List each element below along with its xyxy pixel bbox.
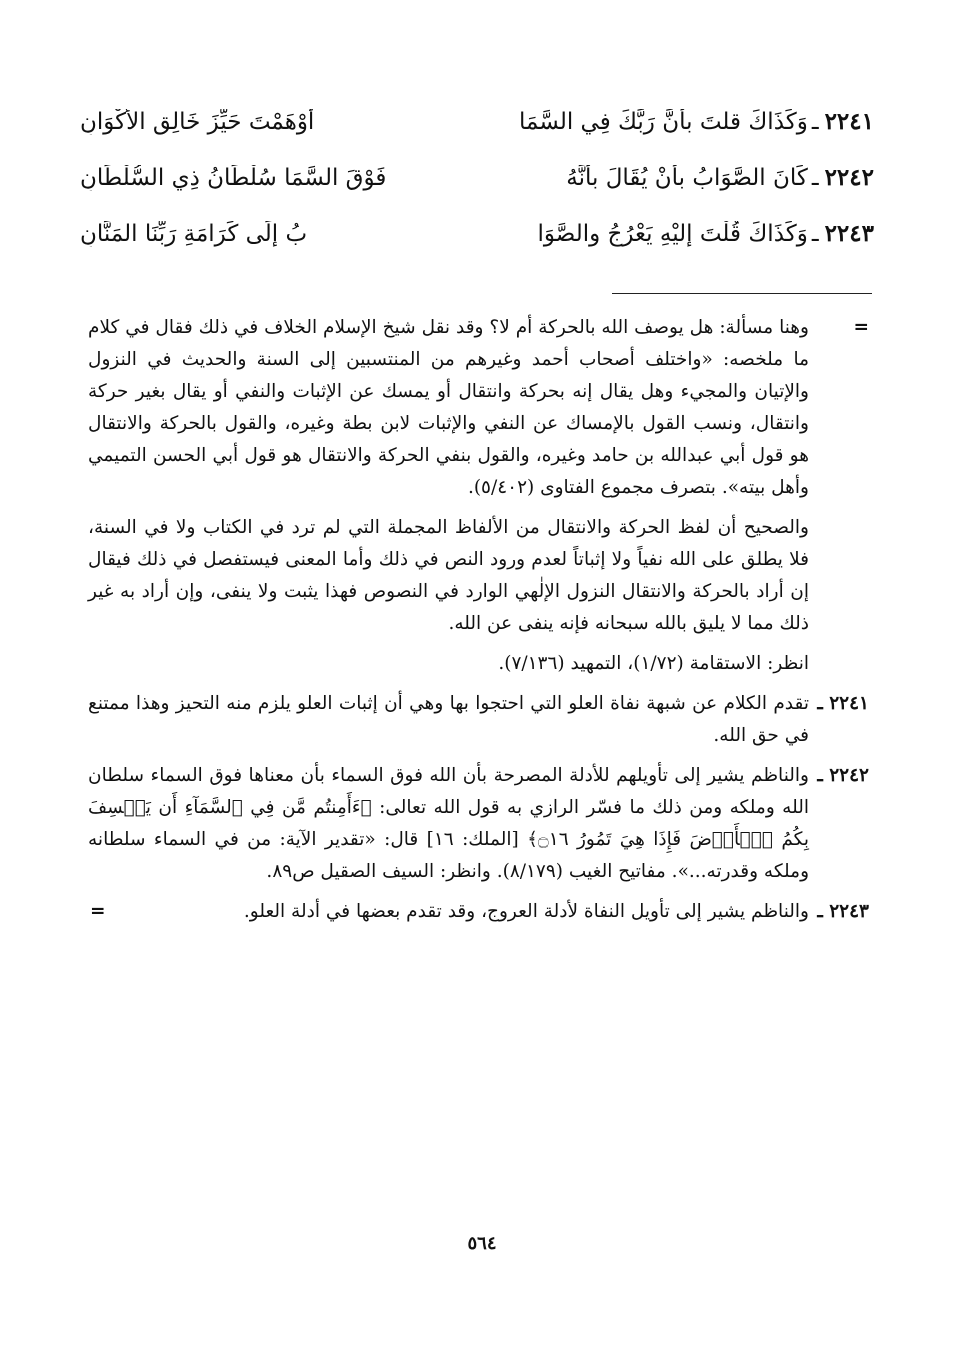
- verse-second-hemistich: فَوْقَ السَّمَا سُلْطَانُ ذِي السُّلْطَانِ: [80, 165, 387, 191]
- footnote-separator: [612, 293, 872, 294]
- verse-line: [80, 108, 874, 164]
- verse-number: ٢٢٤١: [824, 108, 874, 135]
- verse-dash: ـ: [811, 221, 819, 247]
- note-reference: انظر: الاستقامة (١/٧٢)، التمهيد (٧/١٣٦).: [498, 653, 809, 674]
- continued-note: [88, 312, 869, 680]
- footnote-text: والناظم يشير إلى تأويل النفاة لأدلة العروج، وقد تقدم بعضها في أدلة العلو.: [243, 901, 809, 922]
- page-number: ٥٦٤: [467, 1233, 497, 1254]
- verse-first-hemistich: وَكَذَاكَ قلتَ بأنَّ رَبَّكَ فِي السَّمَا: [519, 109, 808, 135]
- verse-block: [80, 108, 874, 276]
- verse-line: [80, 220, 874, 276]
- verse-first-hemistich: كَانَ الصَّوَابُ بأنْ يُقَالَ بأنَّهُ: [566, 165, 808, 191]
- footnote-item: [88, 896, 869, 928]
- footnote-number: ٢٢٤٢ ـ: [817, 765, 869, 786]
- footnote-number: ٢٢٤٣ ـ: [817, 901, 869, 922]
- footnote-text: تقدم الكلام عن شبهة نفاة العلو التي احتجوا بها وهي أن إثبات العلو يلزم منه التحيز وهذا ممتنع في حق الله.: [88, 693, 809, 746]
- verse-dash: ـ: [811, 165, 819, 191]
- footnote-item: [88, 688, 869, 752]
- footnotes: [88, 312, 869, 936]
- verse-first-hemistich: وَكَذَاكَ قُلْتَ إليْهِ يَعْرُجُ والصَّوَا: [537, 221, 808, 247]
- verse-dash: ـ: [811, 109, 819, 135]
- note-paragraph: والصحيح أن لفظ الحركة والانتقال من الألفاظ المجملة التي لم ترد في الكتاب ولا في السنة، فلا يطلق على الله نفياً ولا إثباتاً لعدم ورود النص في ذلك وأما المعنى فيستفصل في ذلك فيقال إن أراد بالحركة والانتقال النزول الإلٰهي الوارد في النصوص فهذا يثبت ولا ينفى، وإن أراد به غير ذلك مما لا يليق بالله سبحانه فإنه ينفى عن الله.: [88, 517, 809, 634]
- verse-second-hemistich: بُ إلَى كَرَامَةِ رَبِّنَا المَنَّانِ: [80, 221, 308, 247]
- verse-line: [80, 164, 874, 220]
- note-paragraph: وهنا مسألة: هل يوصف الله بالحركة أم لا؟ وقد نقل شيخ الإسلام الخلاف في ذلك فقال في كلام ما ملخصه: «واختلف أصحاب أحمد وغيرهم من المنتسبين إلى السنة والحديث في النزول والإتيان والمجيء وهل يقال إنه بحركة وانتقال أو يمسك عن الإثبات والنفي أو يقال بغير حركة وانتقال، ونسب القول بالإمساك عن النفي والإثبات لابن بطة وغيره، والقول بالحركة والانتقال هو قول أبي عبدالله بن حامد وغيره، والقول بنفي الحركة والانتقال هو قول أبي الحسن التميمي وأهل بيته». بتصرف مجموع الفتاوى (٥/٤٠٢).: [88, 317, 809, 498]
- verse-second-hemistich: أوْهَمْتَ حَيِّزَ خَالِقِ الأكْوَانِ: [80, 109, 315, 135]
- footnote-text: والناظم يشير إلى تأويلهم للأدلة المصرحة بأن الله فوق السماء بأن معناها فوق السماء سلطان الله وملكه ومن ذلك ما فسّر الرازي به قول الله تعالى: ﴿ءَأَمِنتُم مَّن فِي ٱلسَّمَآءِ أَن يَخۡسِفَ بِكُمُ ٱلۡأَرۡضَ فَإِذَا هِيَ تَمُورُ ۝١٦﴾ [الملك: ١٦] قال: «تقدير الآية: من في السماء سلطانه وملكه وقدرته...». مفاتيح الغيب (٨/١٧٩). وانظر: السيف الصقيل ص٨٩.: [88, 765, 809, 882]
- verse-number: ٢٢٤٣: [824, 220, 874, 247]
- footnote-number: ٢٢٤١ ـ: [817, 693, 869, 714]
- continuation-mark: =: [853, 317, 869, 338]
- verse-number: ٢٢٤٢: [824, 164, 874, 191]
- continuation-mark: =: [90, 901, 106, 922]
- footnote-item: [88, 760, 869, 888]
